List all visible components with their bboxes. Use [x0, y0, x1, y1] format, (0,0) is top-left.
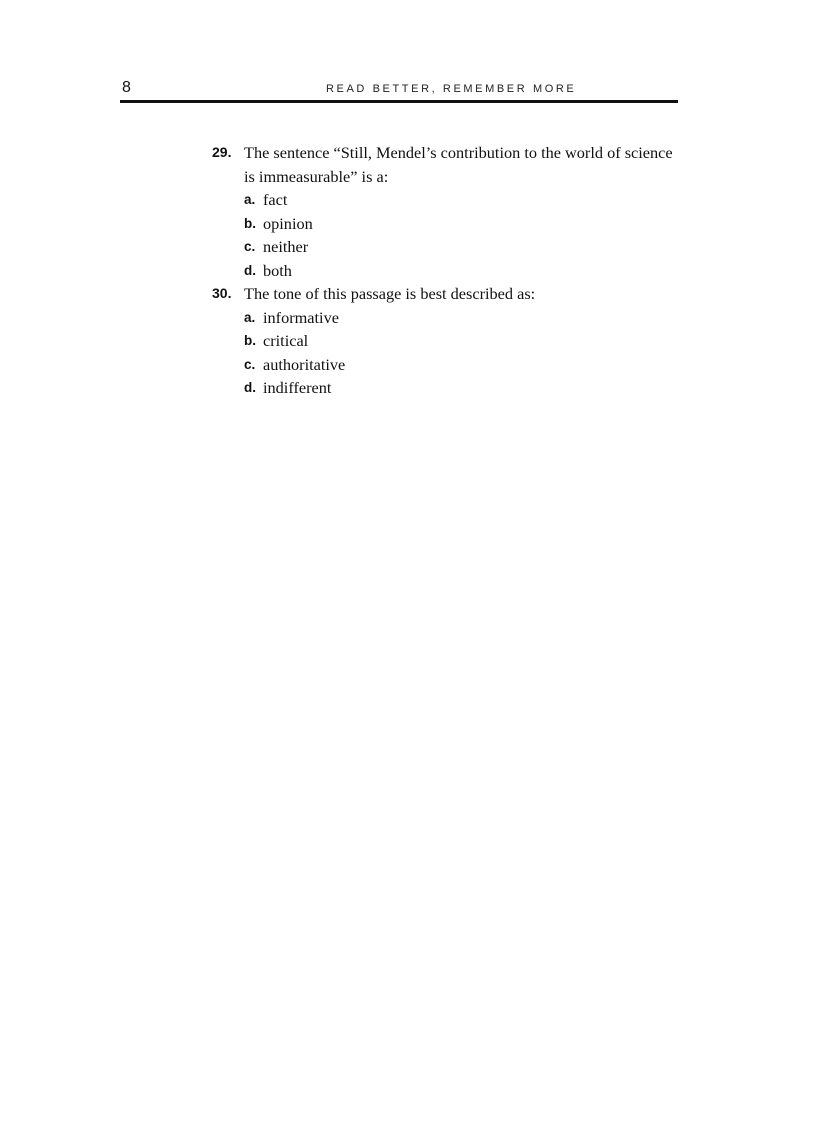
- option-text: neither: [263, 237, 309, 256]
- option-text: critical: [263, 331, 309, 350]
- answer-option-d: [244, 376, 682, 400]
- answer-option-c: [244, 353, 682, 377]
- option-text: opinion: [263, 213, 313, 233]
- question-list: [212, 141, 682, 400]
- answer-option-a: [244, 306, 682, 330]
- page-number: 8: [122, 79, 131, 96]
- question-30: [212, 282, 682, 400]
- option-letter: a.: [244, 192, 256, 207]
- answer-option-b: [244, 329, 682, 353]
- answer-option-a: [244, 188, 682, 212]
- answer-options: [244, 188, 682, 282]
- option-letter: b.: [244, 215, 256, 231]
- question-text: The tone of this passage is best described as:: [244, 284, 536, 303]
- answer-option-d: [244, 259, 682, 283]
- option-letter: d.: [244, 262, 256, 278]
- option-text: authoritative: [263, 354, 346, 374]
- question-number: 29.: [212, 144, 232, 160]
- option-text: informative: [263, 307, 339, 327]
- option-letter: a.: [244, 309, 256, 325]
- option-letter: c.: [244, 239, 256, 254]
- answer-options: [244, 306, 682, 400]
- question-29: [212, 141, 682, 282]
- option-text: fact: [263, 190, 288, 209]
- running-title: READ BETTER, REMEMBER MORE: [326, 83, 577, 95]
- answer-option-c: [244, 235, 682, 259]
- option-text: both: [263, 260, 292, 280]
- option-letter: d.: [244, 380, 256, 395]
- question-text: The sentence “Still, Mendel’s contribution to the world of science is immeasurable” is a:: [244, 143, 673, 186]
- running-head: [120, 78, 678, 100]
- answer-option-b: [244, 212, 682, 236]
- option-letter: c.: [244, 356, 256, 372]
- option-text: indifferent: [263, 378, 332, 397]
- header-rule: [120, 100, 678, 103]
- question-number: 30.: [212, 285, 232, 301]
- option-letter: b.: [244, 333, 256, 348]
